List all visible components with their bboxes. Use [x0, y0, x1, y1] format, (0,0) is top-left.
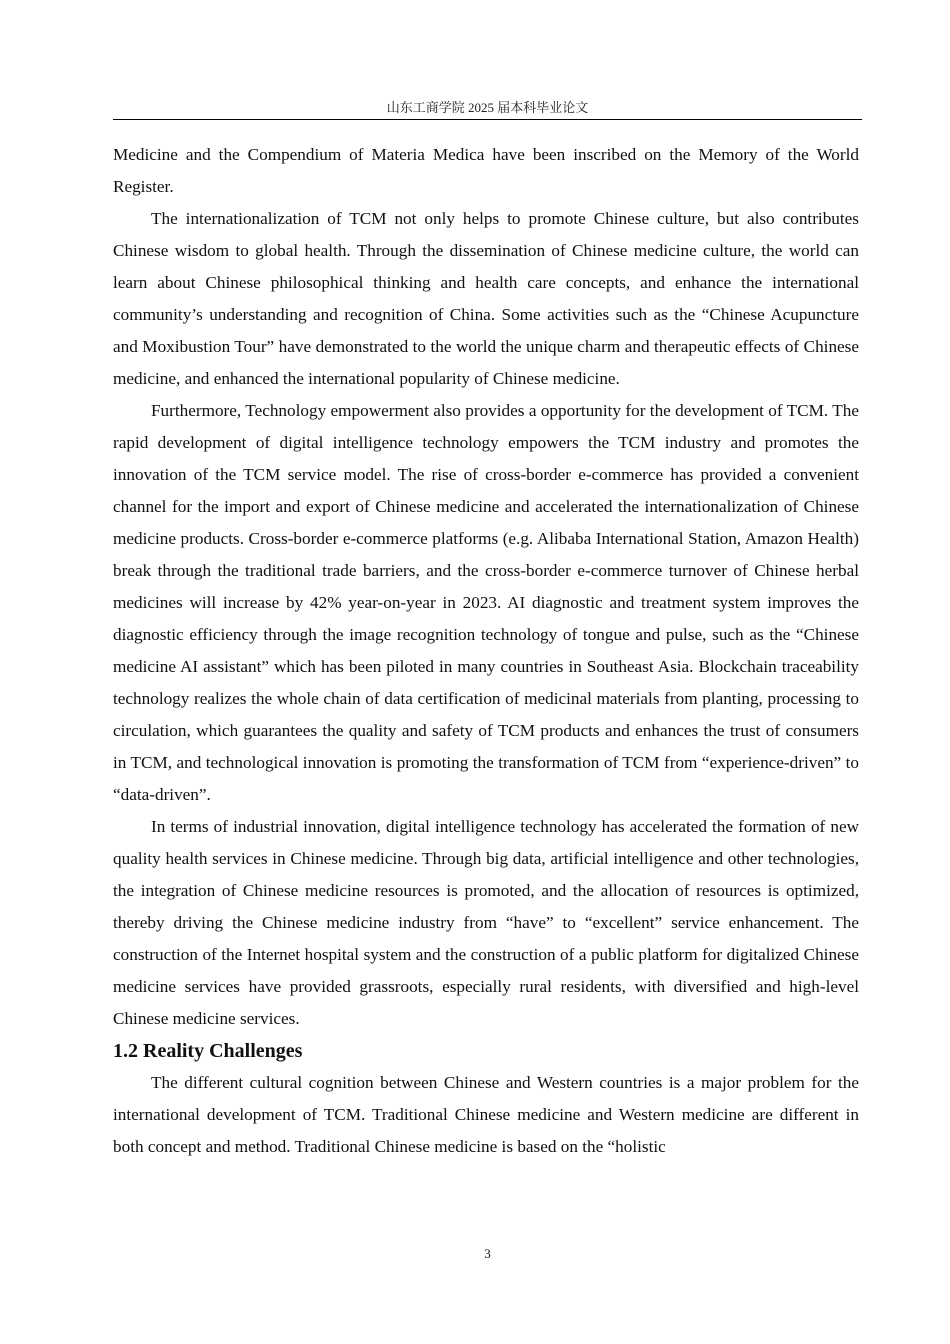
section-heading: 1.2 Reality Challenges	[113, 1040, 303, 1062]
paragraph-cultural-cognition: The different cultural cognition between Chinese and Western countries is a major problem for the international development of TCM. Traditional Chinese medicine and Western medicine are different in both concept and method. Traditional Chinese medicine is based on the “holistic	[113, 1073, 859, 1156]
paragraph-technology-empowerment: Furthermore, Technology empowerment also provides a opportunity for the development of TCM. The rapid development of digital intelligence technology empowers the TCM industry and promotes the innovation of the TCM service model. The rise of cross-border e-commerce has provided a convenient channel for the import and export of Chinese medicine and accelerated the internationalization of Chinese medicine products. Cross-border e-commerce platforms (e.g. Alibaba International Station, Amazon Health) break through the traditional trade barriers, and the cross-border e-commerce turnover of Chinese herbal medicines will increase by 42% year-on-year in 2023. AI diagnostic and treatment system improves the diagnostic efficiency through the image recognition technology of tongue and pulse, such as the “Chinese medicine AI assistant” which has been piloted in many countries in Southeast Asia. Blockchain traceability technology realizes the whole chain of data certification of medicinal materials from planting, processing to circulation, which guarantees the quality and safety of TCM products and enhances the trust of consumers in TCM, and technological innovation is promoting the transformation of TCM from “experience-driven” to “data-driven”.	[113, 401, 859, 804]
page-number: 3	[484, 1246, 491, 1261]
paragraph-continuation: Medicine and the Compendium of Materia Medica have been inscribed on the Memory of the World Register.	[113, 145, 859, 196]
header-divider	[113, 119, 862, 120]
body-text	[113, 139, 859, 1163]
running-header: 山东工商学院 2025 届本科毕业论文	[386, 100, 589, 115]
paragraph-industrial-innovation: In terms of industrial innovation, digital intelligence technology has accelerated the formation of new quality health services in Chinese medicine. Through big data, artificial intelligence and other technologies, the integration of Chinese medicine resources is promoted, and the allocation of resources is optimized, thereby driving the Chinese medicine industry from “have” to “excellent” service enhancement. The construction of the Internet hospital system and the construction of a public platform for digitalized Chinese medicine services have provided grassroots, especially rural residents, with diversified and high-level Chinese medicine services.	[113, 817, 859, 1028]
paragraph-internationalization: The internationalization of TCM not only helps to promote Chinese culture, but also contributes Chinese wisdom to global health. Through the dissemination of Chinese medicine culture, the world can learn about Chinese philosophical thinking and health care concepts, and enhance the international community’s understanding and recognition of China. Some activities such as the “Chinese Acupuncture and Moxibustion Tour” have demonstrated to the world the unique charm and therapeutic effects of Chinese medicine, and enhanced the international popularity of Chinese medicine.	[113, 209, 859, 388]
